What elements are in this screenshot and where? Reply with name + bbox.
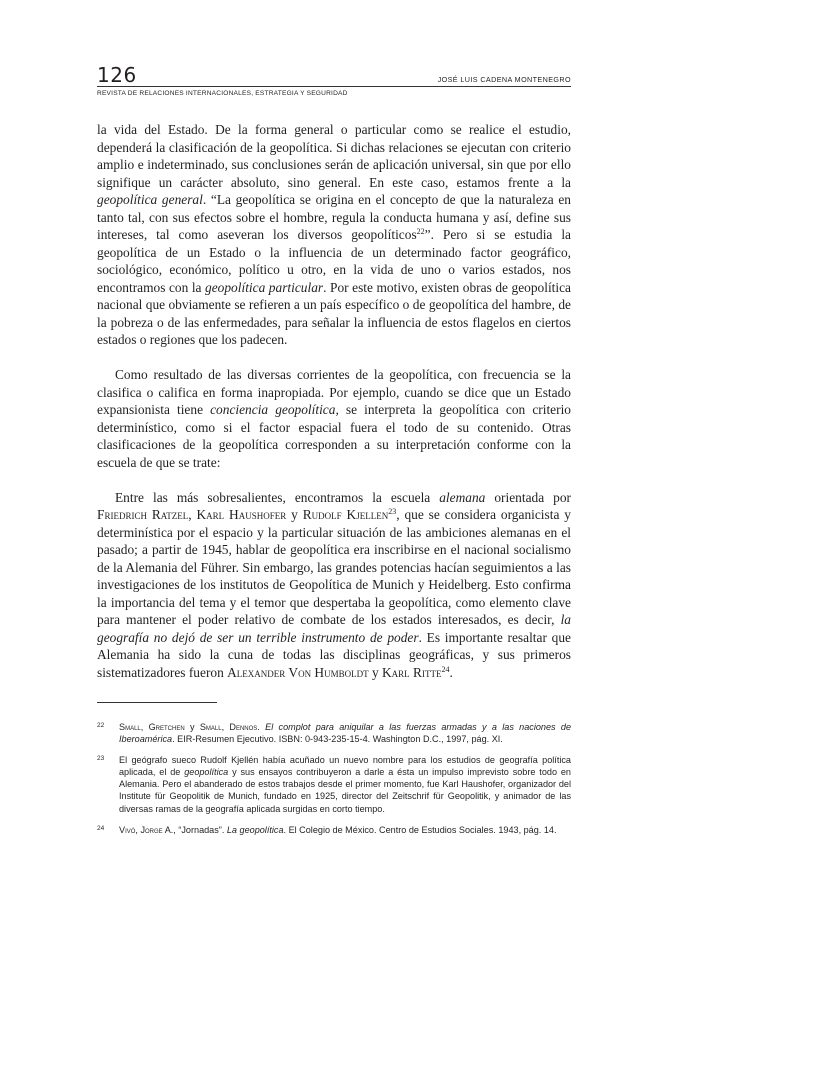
running-header	[97, 64, 571, 97]
running-author: JOSÉ LUIS CADENA MONTENEGRO	[437, 75, 571, 84]
author-name: Friedrich Ratzel, Karl Haushofer	[97, 507, 287, 522]
text-run: y	[184, 722, 200, 732]
italic-term: geopolítica	[184, 767, 229, 778]
author-name: Small, Dennos	[199, 722, 258, 732]
text-run: .	[449, 664, 453, 680]
book-title: La geopolítica	[226, 824, 284, 835]
text-run: Como resultado de las diversas corrientes de la geopolítica, con frecuencia se la clasifica o califica en forma inapropiada. Por ejemplo, cuando se dice que un Estado expansionista tiene	[97, 367, 571, 417]
italic-term: geopolítica general	[97, 192, 203, 207]
page-number: 126	[97, 63, 137, 87]
text-run: ”. Pero si se estudia la geopolítica de un Estado o la influencia de un determinado factor geográfico, sociológico, económico, político u otro, en la vida de uno o varios estados, nos encontramos con la	[97, 227, 571, 295]
text-run: la vida del Estado. De la forma general o particular como se realice el estudio, dependerá la clasificación de la geopolítica. Si dichas relaciones se ejecutan con criterio amplio e indeterminado, sus conclusiones serán de aplicación universal, sin que por ello signifique un carácter absoluto, sino general. En este caso, estamos frente a la	[97, 122, 571, 190]
footnote-23	[97, 754, 571, 814]
author-name: Vivó, Jorge A.	[119, 824, 174, 835]
author-name: Karl Ritte	[382, 664, 442, 680]
text-run: y	[368, 664, 382, 680]
footnote-number: 23	[97, 755, 105, 763]
footnote-24	[97, 824, 571, 836]
text-run: se interpreta la geopolítica con criterio determinístico, como si el factor espacial fuera el todo de su contenido. Otras clasificaciones de la geopolítica corresponden a su interpretación conforme con la escuela de que se trate:	[97, 402, 571, 470]
footnote-ref[interactable]: 22	[416, 227, 425, 236]
journal-title: REVISTA DE RELACIONES INTERNACIONALES, ESTRATEGIA Y SEGURIDAD	[97, 90, 348, 97]
text-run: . Es importante resaltar que Alemania ha sido la cuna de todas las disciplinas geográficas, y sus primeros sistematizadores fueron	[97, 629, 571, 680]
text-run: , “Jornadas”.	[173, 824, 227, 835]
footnote-number: 24	[97, 824, 105, 832]
footnote-ref[interactable]: 24	[441, 664, 450, 674]
text-run: .	[257, 722, 266, 732]
text-run: . “La geopolítica se origina en el concepto de que la naturaleza en tanto tal, con sus efectos sobre el hombre, regula la conducta humana y así, define sus intereses, tal como aseveran los diversos geopolíticos	[97, 192, 571, 242]
paragraph	[97, 489, 571, 682]
author-name: Alexander Von Humboldt	[227, 664, 369, 680]
book-title: El complot para aniquilar a las fuerzas armadas y a las naciones de Iberoamérica	[119, 722, 571, 745]
header-row	[97, 64, 571, 87]
footnote-22	[97, 721, 571, 745]
text-run: . El Colegio de México. Centro de Estudios Sociales. 1943, pág. 14.	[283, 824, 557, 835]
footnote-divider	[97, 702, 217, 703]
footnotes	[97, 721, 571, 845]
author-name: Rudolf Kjellen	[302, 507, 389, 522]
text-run: . Por este motivo, existen obras de geopolítica nacional que obviamente se refieren a un país específico o de geopolítica del hambre, de la pobreza o de las enfermedades, para señalar la influencia de estos flagelos en ciertos estados o regiones que los padecen.	[97, 279, 571, 347]
italic-term: alemana	[439, 489, 486, 505]
text-run: orientada por	[485, 489, 571, 505]
italic-term: conciencia geopolítica,	[210, 402, 339, 417]
text-run: Entre las más sobresalientes, encontramos la escuela	[115, 489, 440, 505]
author-name: Small, Gretchen	[119, 722, 185, 732]
text-run: y	[286, 507, 303, 522]
text-run: . EIR-Resumen Ejecutivo. ISBN: 0-943-235-15-4. Washington D.C., 1997, pág. XI.	[172, 734, 503, 745]
body-text	[97, 121, 571, 681]
text-run: El geógrafo sueco Rudolf Kjellén había acuñado un nuevo nombre para los estudios de geografía política aplicada, el de	[119, 755, 571, 778]
italic-term: la geografía no dejó de ser un terrible instrumento de poder	[97, 612, 571, 645]
footnote-number: 22	[97, 722, 105, 729]
paragraph	[97, 121, 571, 349]
footnote-ref[interactable]: 23	[388, 507, 397, 516]
text-run: y sus ensayos contribuyeron a darle a ésta un impulso imprevisto sobre todo en Alemania. Pero el abanderado de estos trabajos desde el primer momento, fue Karl Haushofer, organizador del Institute für Geopolitik de Munich, fundado en 1925, director del Zeitschrif für Geopolitik, y animador de las diversas ramas de la geografía aplicada surgidas en corto tiempo.	[119, 767, 571, 814]
paragraph	[97, 366, 571, 471]
italic-term: geopolítica particular	[205, 279, 324, 295]
text-run: , que se considera organicista y determinística por el espacio y la particular situación de las ambiciones alemanas en el pasado; a partir de 1945, hablar de geopolítica era inscribirse en el nacional socialismo de la Alemania del Führer. Sin embargo, las grandes potencias hacían seguimientos a las investigaciones de los institutos de Geopolítica de Munich y Heidelberg. Esto confirma la importancia del tema y el temor que despertaba la geopolítica, como elemento clave para mantener el poder relativo de combate de los estados interesados, es decir,	[97, 507, 571, 627]
